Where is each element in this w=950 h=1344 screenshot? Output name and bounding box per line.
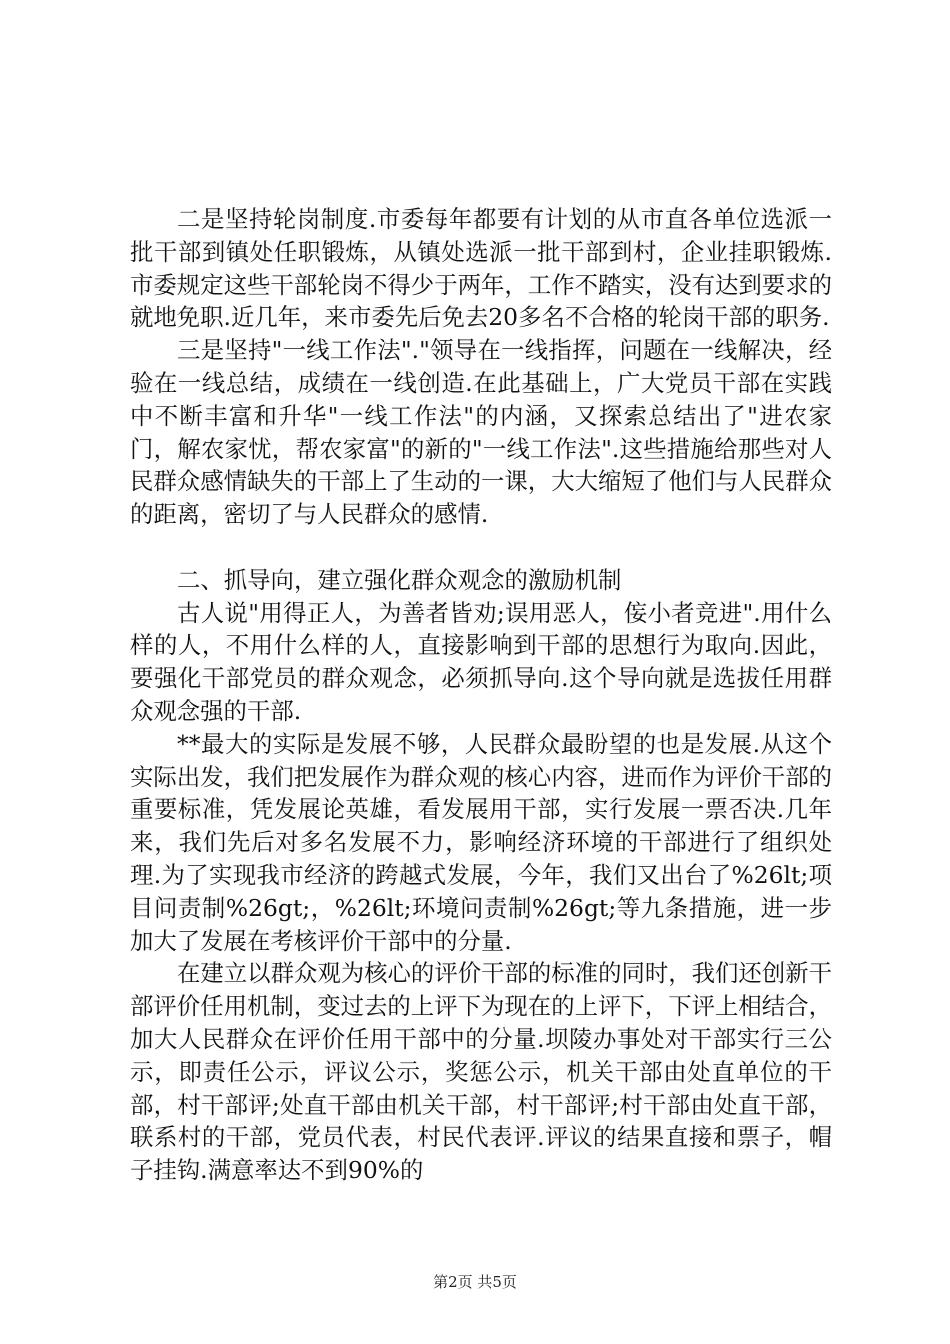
- page-footer: 第2页 共5页: [433, 1273, 517, 1291]
- paragraph-evaluation-mechanism: 在建立以群众观为核心的评价干部的标准的同时，我们还创新干部评价任用机制，变过去的上评下为现在的上评下，下评上相结合，加大人民群众在评价任用干部中的分量.坝陵办事处对干部实行三公示，即责任公示，评议公示，奖惩公示，机关干部由处直单位的干部，村干部评;处直干部由机关干部，村干部评;村干部由处直干部，联系村的干部，党员代表，村民代表评.评议的结果直接和票子，帽子挂钩.满意率达不到90%的: [130, 959, 832, 1185]
- paragraph-ancient-saying: 古人说"用得正人，为善者皆劝;误用恶人，侫小者竞进".用什么样的人，不用什么样的人，直接影响到干部的思想行为取向.因此，要强化干部党员的群众观念，必须抓导向.这个导向就是选拔任用群众观念强的干部.: [130, 598, 832, 725]
- paragraph-development-standard: **最大的实际是发展不够，人民群众最盼望的也是发展.从这个实际出发，我们把发展作为群众观的核心内容，进而作为评价干部的重要标准，凭发展论英雄，看发展用干部，实行发展一票否决.几年来，我们先后对多名发展不力，影响经济环境的干部进行了组织处理.为了实现我市经济的跨越式发展，今年，我们又出台了%26lt;项目问责制%26gt;，%26lt;环境问责制%26gt;等九条措施，进一步加大了发展在考核评价干部中的分量.: [130, 729, 832, 955]
- section-spacer: [130, 531, 832, 564]
- section-heading: 二、抓导向，建立强化群众观念的激励机制: [177, 565, 622, 594]
- paragraph-rotation-system: 二是坚持轮岗制度.市委每年都要有计划的从市直各单位选派一批干部到镇处任职锻炼，从镇处选派一批干部到村，企业挂职锻炼.市委规定这些干部轮岗不得少于两年，工作不踏实，没有达到要求的就地免职.近几年，来市委先后免去20多名不合格的轮岗干部的职务.: [130, 205, 832, 332]
- paragraph-frontline-method: 三是坚持"一线工作法"."领导在一线指挥，问题在一线解决，经验在一线总结，成绩在一线创造.在此基础上，广大党员干部在实践中不断丰富和升华"一线工作法"的内涵，又探索总结出了"进农家门，解农家忧，帮农家富"的新的"一线工作法".这些措施给那些对人民群众感情缺失的干部上了生动的一课，大大缩短了他们与人民群众的距离，密切了与人民群众的感情.: [130, 336, 832, 529]
- document-body: [130, 203, 832, 1187]
